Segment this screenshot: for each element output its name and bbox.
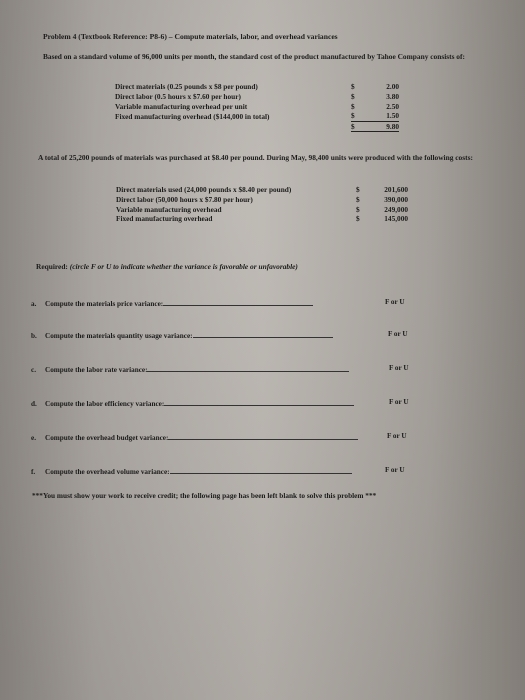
cost-label: Variable manufacturing overhead [116,204,222,214]
table-row [115,92,399,102]
purchase-paragraph: A total of 25,200 pounds of materials was purchased at $8.40 per pound. During May, 98,400 units were produced with the following costs: [38,153,473,162]
answer-line[interactable] [147,364,349,372]
cost-label: Fixed manufacturing overhead ($144,000 in total) [115,111,270,121]
dollar-sign: $ [356,195,360,205]
cost-amount: 201,600 [384,185,408,195]
question-letter: d. [31,400,37,408]
answer-line[interactable] [163,298,313,306]
required-instruction [36,262,298,271]
required-label: Required: [36,262,68,271]
question-e [31,432,451,442]
question-letter: f. [31,468,36,476]
cost-amount: 2.00 [386,82,399,92]
intro-paragraph: Based on a standard volume of 96,000 units per month, the standard cost of the product manufactured by Tahoe Company consists of: [43,52,465,61]
dollar-sign: $ [356,214,360,224]
favorable-unfavorable-choice[interactable]: F or U [389,398,409,406]
dollar-sign: $ [356,204,360,214]
dollar-sign: $ [351,82,355,92]
cost-amount: 2.50 [386,101,399,111]
cost-label: Direct materials (0.25 pounds x $8 per pound) [115,82,258,92]
favorable-unfavorable-choice[interactable]: F or U [385,466,405,474]
cost-label: Direct labor (50,000 hours x $7.80 per hour) [116,195,253,205]
question-c [31,364,451,374]
question-letter: a. [31,300,37,308]
cost-label: Direct labor (0.5 hours x $7.60 per hour) [115,92,241,102]
cost-amount: 145,000 [384,214,408,224]
table-row [115,101,399,111]
actual-cost-table [116,185,408,224]
question-letter: c. [31,366,36,374]
dollar-sign: $ [351,92,355,102]
cost-amount: 390,000 [384,195,408,205]
standard-cost-table [115,82,399,132]
answer-line[interactable] [164,398,354,406]
answer-line[interactable] [168,432,358,440]
dollar-sign: $ [351,101,355,111]
cost-label: Direct materials used (24,000 pounds x $8.40 per pound) [116,185,292,195]
question-f [31,466,451,476]
cost-label: Fixed manufacturing overhead [116,214,213,224]
answer-line[interactable] [170,466,352,474]
question-text: Compute the labor rate variance: [45,366,148,374]
question-d [31,398,451,408]
dollar-sign: $ [356,185,360,195]
question-text: Compute the overhead volume variance: [45,468,170,476]
table-row [116,204,408,214]
favorable-unfavorable-choice[interactable]: F or U [385,298,405,306]
dollar-sign: $ [351,111,373,121]
cost-amount: 3.80 [386,92,399,102]
table-row [115,82,399,92]
question-text: Compute the materials quantity usage variance: [45,332,193,340]
required-text: (circle F or U to indicate whether the variance is favorable or unfavorable) [69,262,298,271]
question-a [31,298,451,308]
question-letter: e. [31,434,36,442]
favorable-unfavorable-choice[interactable]: F or U [387,432,407,440]
question-b [31,330,451,340]
cost-amount: 249,000 [384,204,408,214]
cost-label: Variable manufacturing overhead per unit [115,101,248,111]
question-text: Compute the labor efficiency variance: [45,400,165,408]
question-letter: b. [31,332,37,340]
answer-line[interactable] [193,330,333,338]
table-row [116,185,408,195]
problem-title: Problem 4 (Textbook Reference: P8-6) – Compute materials, labor, and overhead variances [43,32,338,41]
table-row [116,195,408,205]
question-text: Compute the materials price variance: [45,300,164,308]
table-row-total [115,121,399,132]
table-row [115,111,399,121]
footer-note: ***You must show your work to receive credit; the following page has been left blank to solve this problem *** [32,491,377,500]
favorable-unfavorable-choice[interactable]: F or U [389,364,409,372]
favorable-unfavorable-choice[interactable]: F or U [388,330,408,338]
cost-amount: 1.50 [373,111,399,121]
question-text: Compute the overhead budget variance: [45,434,169,442]
total-amount: 9.80 [373,121,399,132]
table-row [116,214,408,224]
dollar-sign: $ [351,121,373,132]
